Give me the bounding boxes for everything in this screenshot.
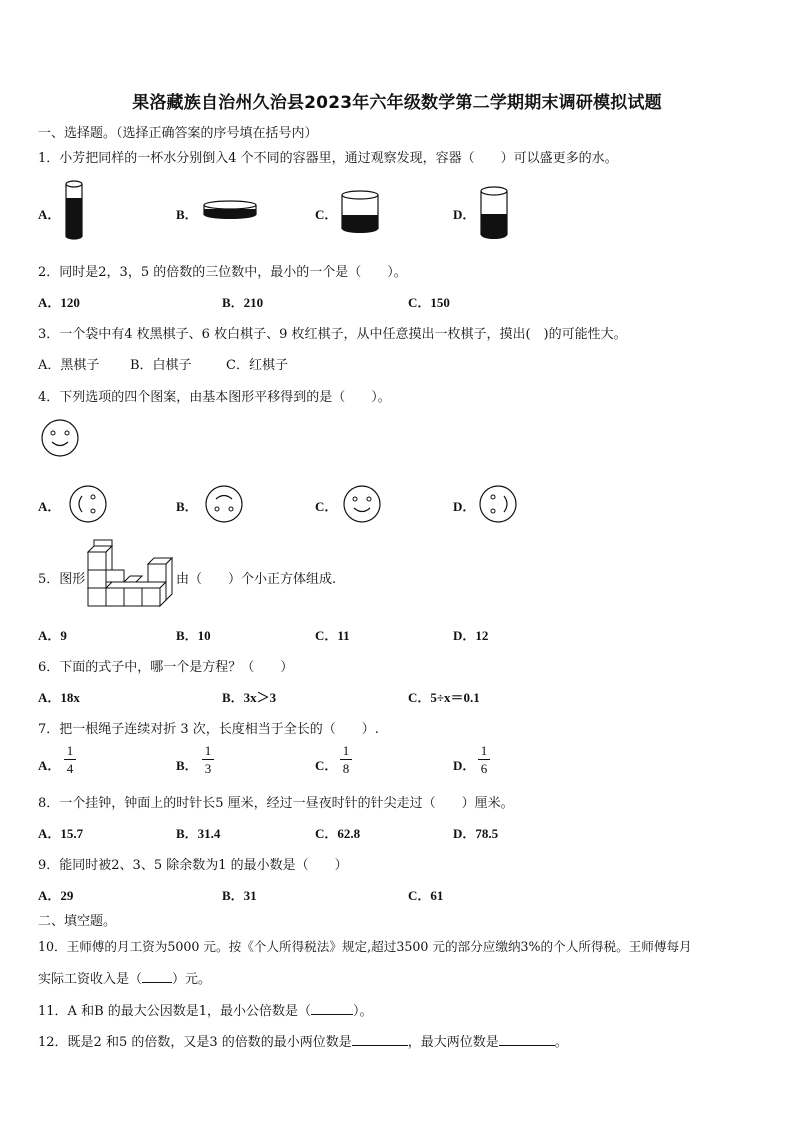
q12-answer-blank-max[interactable] [499, 1045, 555, 1046]
question-11: 11．A 和B 的最大公因数是1，最小公倍数是（ ）。 [38, 1004, 373, 1019]
question-3: 3．一个袋中有4 枚黑棋子、6 枚白棋子、9 枚红棋子，从中任意摸出一枚棋子，摸出( )的可能性大。 [38, 327, 627, 342]
q5-option-a: A．9 [38, 628, 67, 643]
q7-option-b-label: B． [176, 758, 198, 773]
question-5-suffix: 由（ ）个小正方体组成. [176, 572, 337, 587]
q2-option-b: B．210 [222, 295, 264, 310]
q4-basic-smiley-icon [40, 418, 80, 458]
q6-option-b: B．3x＞3 [222, 690, 277, 705]
q4-option-b-label: B． [176, 499, 198, 514]
page-title: 果洛藏族自治州久治县2023年六年级数学第二学期期末调研模拟试题 [132, 93, 662, 113]
question-8: 8．一个挂钟，钟面上的时针长5 厘米，经过一昼夜时针的针尖走过（ ）厘米。 [38, 796, 514, 811]
section-heading-choice: 一、选择题。（选择正确答案的序号填在括号内） [38, 126, 318, 141]
q4-option-d-label: D． [453, 499, 476, 514]
q4-option-d-rotated-smiley-icon [478, 484, 518, 524]
question-4: 4．下列选项的四个图案，由基本图形平移得到的是（ ）。 [38, 390, 391, 405]
q1-container-d-medium-cylinder [478, 186, 510, 242]
q8-option-b: B．31.4 [176, 826, 221, 841]
q5-option-c: C．11 [315, 628, 350, 643]
q2-option-c: C．150 [408, 295, 450, 310]
q6-option-c: C．5÷x＝0.1 [408, 690, 480, 705]
question-10-line-2: 实际工资收入是（ ）元。 [38, 972, 212, 987]
q11-answer-blank[interactable] [311, 1014, 353, 1015]
q4-option-c-smiley-icon [342, 484, 382, 524]
q7-option-b-fraction: 1 3 [202, 743, 214, 776]
question-2: 2．同时是2，3，5 的倍数的三位数中，最小的一个是（ ）。 [38, 265, 407, 280]
q4-option-a-rotated-smiley-icon [68, 484, 108, 524]
q4-option-c-label: C． [315, 499, 338, 514]
q7-option-c-label: C． [315, 758, 338, 773]
q7-option-a-label: A． [38, 758, 61, 773]
q1-container-b-flat-dish [202, 200, 258, 222]
q10-answer-blank[interactable] [142, 982, 172, 983]
q12-answer-blank-min[interactable] [352, 1045, 408, 1046]
q5-option-d: D．12 [453, 628, 489, 643]
q8-option-c: C．62.8 [315, 826, 361, 841]
q4-option-b-flipped-smiley-icon [204, 484, 244, 524]
q8-option-a: A．15.7 [38, 826, 84, 841]
q1-option-d-label: D． [453, 207, 476, 222]
question-7: 7．把一根绳子连续对折 3 次，长度相当于全长的（ ）. [38, 722, 379, 737]
question-1: 1．小芳把同样的一杯水分别倒入4 个不同的容器里，通过观察发现，容器（ ）可以盛更多的水。 [38, 151, 618, 166]
q1-option-c-label: C． [315, 207, 338, 222]
question-12: 12．既是2 和5 的倍数，又是3 的倍数的最小两位数是 ，最大两位数是 。 [38, 1035, 568, 1050]
q9-option-c: C．61 [408, 888, 444, 903]
q1-container-a-tall-cylinder [62, 180, 86, 242]
q2-option-a: A．120 [38, 295, 80, 310]
q9-option-b: B．31 [222, 888, 257, 903]
q1-container-c-wide-cylinder [340, 190, 380, 236]
q1-option-b-label: B． [176, 207, 198, 222]
q3-option-b: B．白棋子 [130, 358, 192, 373]
q5-option-b: B．10 [176, 628, 211, 643]
question-9: 9．能同时被2、3、5 除余数为1 的最小数是（ ） [38, 858, 348, 873]
q4-option-a-label: A． [38, 499, 61, 514]
question-10-line-1: 10．王师傅的月工资为5000 元。按《个人所得税法》规定,超过3500 元的部分应缴纳3%的个人所得税。王师傅每月 [38, 939, 692, 954]
q9-option-a: A．29 [38, 888, 74, 903]
question-5-prefix: 5．图形 [38, 572, 86, 587]
q1-option-a-label: A． [38, 207, 61, 222]
q8-option-d: D．78.5 [453, 826, 499, 841]
q7-option-d-label: D． [453, 758, 476, 773]
q6-option-a: A．18x [38, 690, 80, 705]
question-6: 6．下面的式子中，哪一个是方程？（ ） [38, 660, 294, 675]
q3-option-c: C．红棋子 [226, 358, 288, 373]
q3-option-a: A．黑棋子 [38, 358, 100, 373]
q5-cube-figure [86, 540, 178, 610]
section-heading-fill-in: 二、填空题。 [38, 914, 117, 929]
q7-option-c-fraction: 1 8 [340, 743, 352, 776]
q7-option-a-fraction: 1 4 [64, 743, 76, 776]
q7-option-d-fraction: 1 6 [478, 743, 490, 776]
